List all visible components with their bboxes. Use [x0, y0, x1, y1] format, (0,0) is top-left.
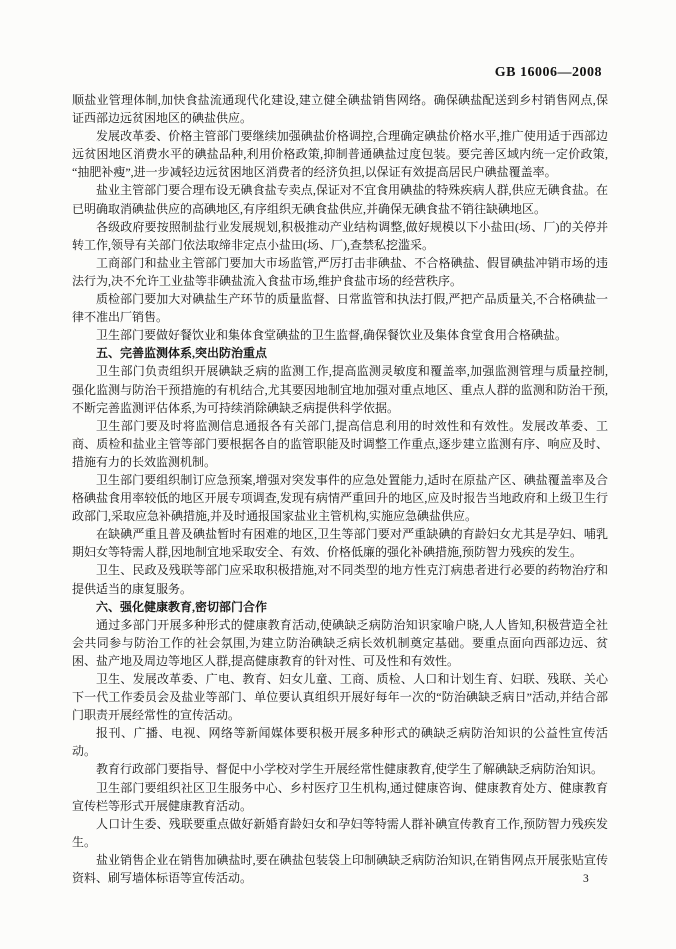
- paragraph: 在缺碘严重且普及碘盐暂时有困难的地区,卫生等部门要对严重缺碘的育龄妇女尤其是孕妇、哺乳期妇女等特需人群,因地制宜地采取安全、有效、价格低廉的强化补碘措施,预防智力残疾的发生。: [72, 527, 608, 560]
- standard-number: GB 16006—2008: [494, 65, 602, 80]
- paragraph: 各级政府要按照制盐行业发展规划,积极推动产业结构调整,做好规模以下小盐田(场、厂)的关停并转工作,领导有关部门依法取缔非定点小盐田(场、厂),查禁私挖滥采。: [72, 219, 608, 252]
- paragraph: 报刊、广播、电视、网络等新闻媒体要积极开展多种形式的碘缺乏病防治知识的公益性宣传活动。: [72, 726, 608, 759]
- section-heading: 六、强化健康教育,密切部门合作: [96, 599, 268, 614]
- paragraph: 盐业销售企业在销售加碘盐时,要在碘盐包装袋上印制碘缺乏病防治知识,在销售网点开展张贴宣传资料、刷写墙体标语等宣传活动。: [72, 852, 608, 886]
- paragraph: 卫生部门要组织社区卫生服务中心、乡村医疗卫生机构,通过健康咨询、健康教育处方、健康教育宣传栏等形式开展健康教育活动。: [72, 780, 608, 813]
- paragraph: 顺盐业管理体制,加快食盐流通现代化建设,建立健全碘盐销售网络。确保碘盐配送到乡村销售网点,保证西部边远贫困地区的碘盐供应。: [72, 93, 608, 126]
- section-heading: 五、完善监测体系,突出防治重点: [96, 346, 268, 361]
- paragraph: 卫生、发展改革委、广电、教育、妇女儿童、工商、质检、人口和计划生育、妇联、残联、关心下一代工作委员会及盐业等部门、单位要认真组织开展好每年一次的“防治碘缺乏病日”活动,并结合部门职责开展经常性的宣传活动。: [72, 672, 608, 723]
- paragraph: 人口计生委、残联要重点做好新婚育龄妇女和孕妇等特需人群补碘宣传教育工作,预防智力残疾发生。: [72, 816, 608, 849]
- paragraph: 卫生部门负责组织开展碘缺乏病的监测工作,提高监测灵敏度和覆盖率,加强监测管理与质量控制,强化监测与防治干预措施的有机结合,尤其要因地制宜地加强对重点地区、重点人群的监测和防治干预,不断完善监测评估体系,为可持续消除碘缺乏病提供科学依据。: [72, 364, 608, 415]
- paragraph: 卫生、民政及残联等部门应采取积极措施,对不同类型的地方性克汀病患者进行必要的药物治疗和提供适当的康复服务。: [72, 563, 608, 596]
- paragraph: 发展改革委、价格主管部门要继续加强碘盐价格调控,合理确定碘盐价格水平,推广使用适于西部边远贫困地区消费水平的碘盐品种,利用价格政策,抑制普通碘盐过度包装。要完善区域内统一定价政策,“抽肥补瘦”,进一步减轻边远贫困地区消费者的经济负担,以保证有效提高居民户碘盐覆盖率。: [72, 129, 608, 180]
- paragraph: 卫生部门要组织制订应急预案,增强对突发事件的应急处置能力,适时在原盐产区、碘盐覆盖率及合格碘盐食用率较低的地区开展专项调查,发现有病情严重回升的地区,应及时报告当地政府和上级卫生行政部门,采取应急补碘措施,并及时通报国家盐业主管机构,实施应急碘盐供应。: [72, 472, 608, 524]
- paragraph: 卫生部门要及时将监测信息通报各有关部门,提高信息利用的时效性和有效性。发展改革委、工商、质检和盐业主管等部门要根据各自的监管职能及时调整工作重点,逐步建立监测有序、响应及时、措施有力的长效监测机制。: [72, 418, 608, 469]
- document-body: [72, 91, 608, 887]
- paragraph: 卫生部门要做好餐饮业和集体食堂碘盐的卫生监督,确保餐饮业及集体食堂食用合格碘盐。: [96, 328, 568, 343]
- page-number: 3: [583, 873, 589, 885]
- paragraph: 质检部门要加大对碘盐生产环节的质量监督、日常监管和执法打假,严把产品质量关,不合格碘盐一律不准出厂销售。: [72, 292, 608, 325]
- paragraph: 盐业主管部门要合理布设无碘食盐专卖点,保证对不宜食用碘盐的特殊疾病人群,供应无碘食盐。在已明确取消碘盐供应的高碘地区,有序组织无碘食盐供应,并确保无碘食盐不销往缺碘地区。: [72, 183, 608, 216]
- paragraph: 通过多部门开展多种形式的健康教育活动,使碘缺乏病防治知识家喻户晓,人人皆知,积极营造全社会共同参与防治工作的社会氛围,为建立防治碘缺乏病长效机制奠定基础。要重点面向西部边远、贫困、盐产地及周边等地区人群,提高健康教育的针对性、可及性和有效性。: [72, 617, 608, 668]
- paragraph: 工商部门和盐业主管部门要加大市场监管,严厉打击非碘盐、不合格碘盐、假冒碘盐冲销市场的违法行为,决不允许工业盐等非碘盐流入食盐市场,维护食盐市场的经营秩序。: [72, 255, 608, 288]
- paragraph: 教育行政部门要指导、督促中小学校对学生开展经常性健康教育,使学生了解碘缺乏病防治知识。: [96, 762, 604, 777]
